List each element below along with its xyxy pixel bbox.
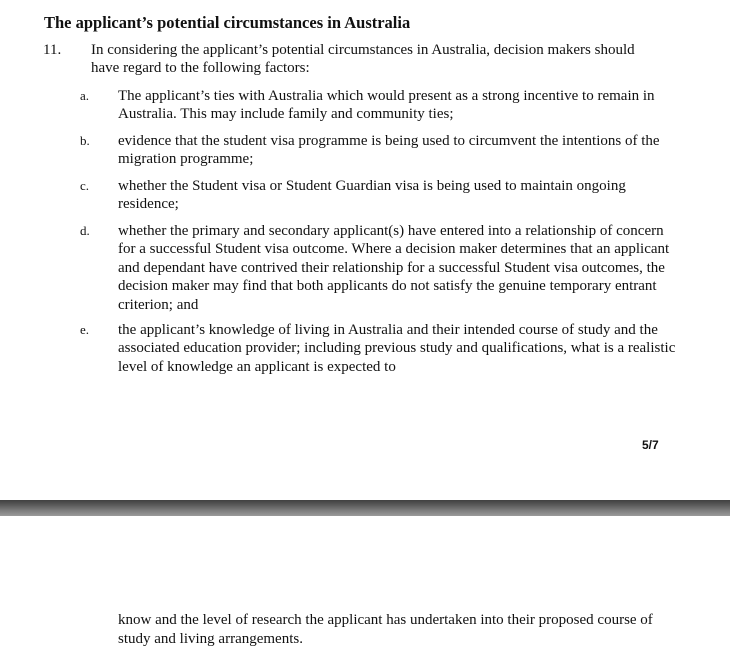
item-c-letter: c. xyxy=(80,178,90,193)
page-6 xyxy=(0,516,730,659)
item-b-letter: b. xyxy=(80,133,90,148)
item-e-text: the applicant’s knowledge of living in Australia and their intended course of study and the associated education provider; including previous study and qualifications, what is a realistic level of knowledge an applicant is expected to xyxy=(118,322,676,375)
item-a-letter: a. xyxy=(80,88,90,103)
item-d-letter: d. xyxy=(80,223,90,238)
item-b-text: evidence that the student visa programme is being used to circumvent the intentions of the migration programme; xyxy=(118,133,660,168)
item-d-text: whether the primary and secondary applicant(s) have entered into a relationship of concern for a successful Student visa outcome. Where a decision maker determines that an applicant and dependant have contrived their relationship for a successful Student visa outcomes, the decision maker may find that both applicants do not satisfy the genuine temporary entrant criterion; and xyxy=(118,223,670,313)
section-heading: The applicant’s potential circumstances in Australia xyxy=(44,13,411,32)
page-separator xyxy=(0,500,730,516)
item-a-text: The applicant’s ties with Australia which would present as a strong incentive to remain in Australia. This may include family and community ties; xyxy=(118,88,655,123)
page-number: 5/7 xyxy=(642,438,659,452)
paragraph-number: 11. xyxy=(43,42,62,58)
item-c-text: whether the Student visa or Student Guardian visa is being used to maintain ongoing residence; xyxy=(118,178,626,213)
paragraph-text: In considering the applicant’s potential circumstances in Australia, decision makers should have regard to the following factors: xyxy=(91,42,635,76)
item-e-letter: e. xyxy=(80,322,90,337)
continued-item-e-text: know and the level of research the applicant has undertaken into their proposed course of study and living arrangements. xyxy=(118,612,653,647)
